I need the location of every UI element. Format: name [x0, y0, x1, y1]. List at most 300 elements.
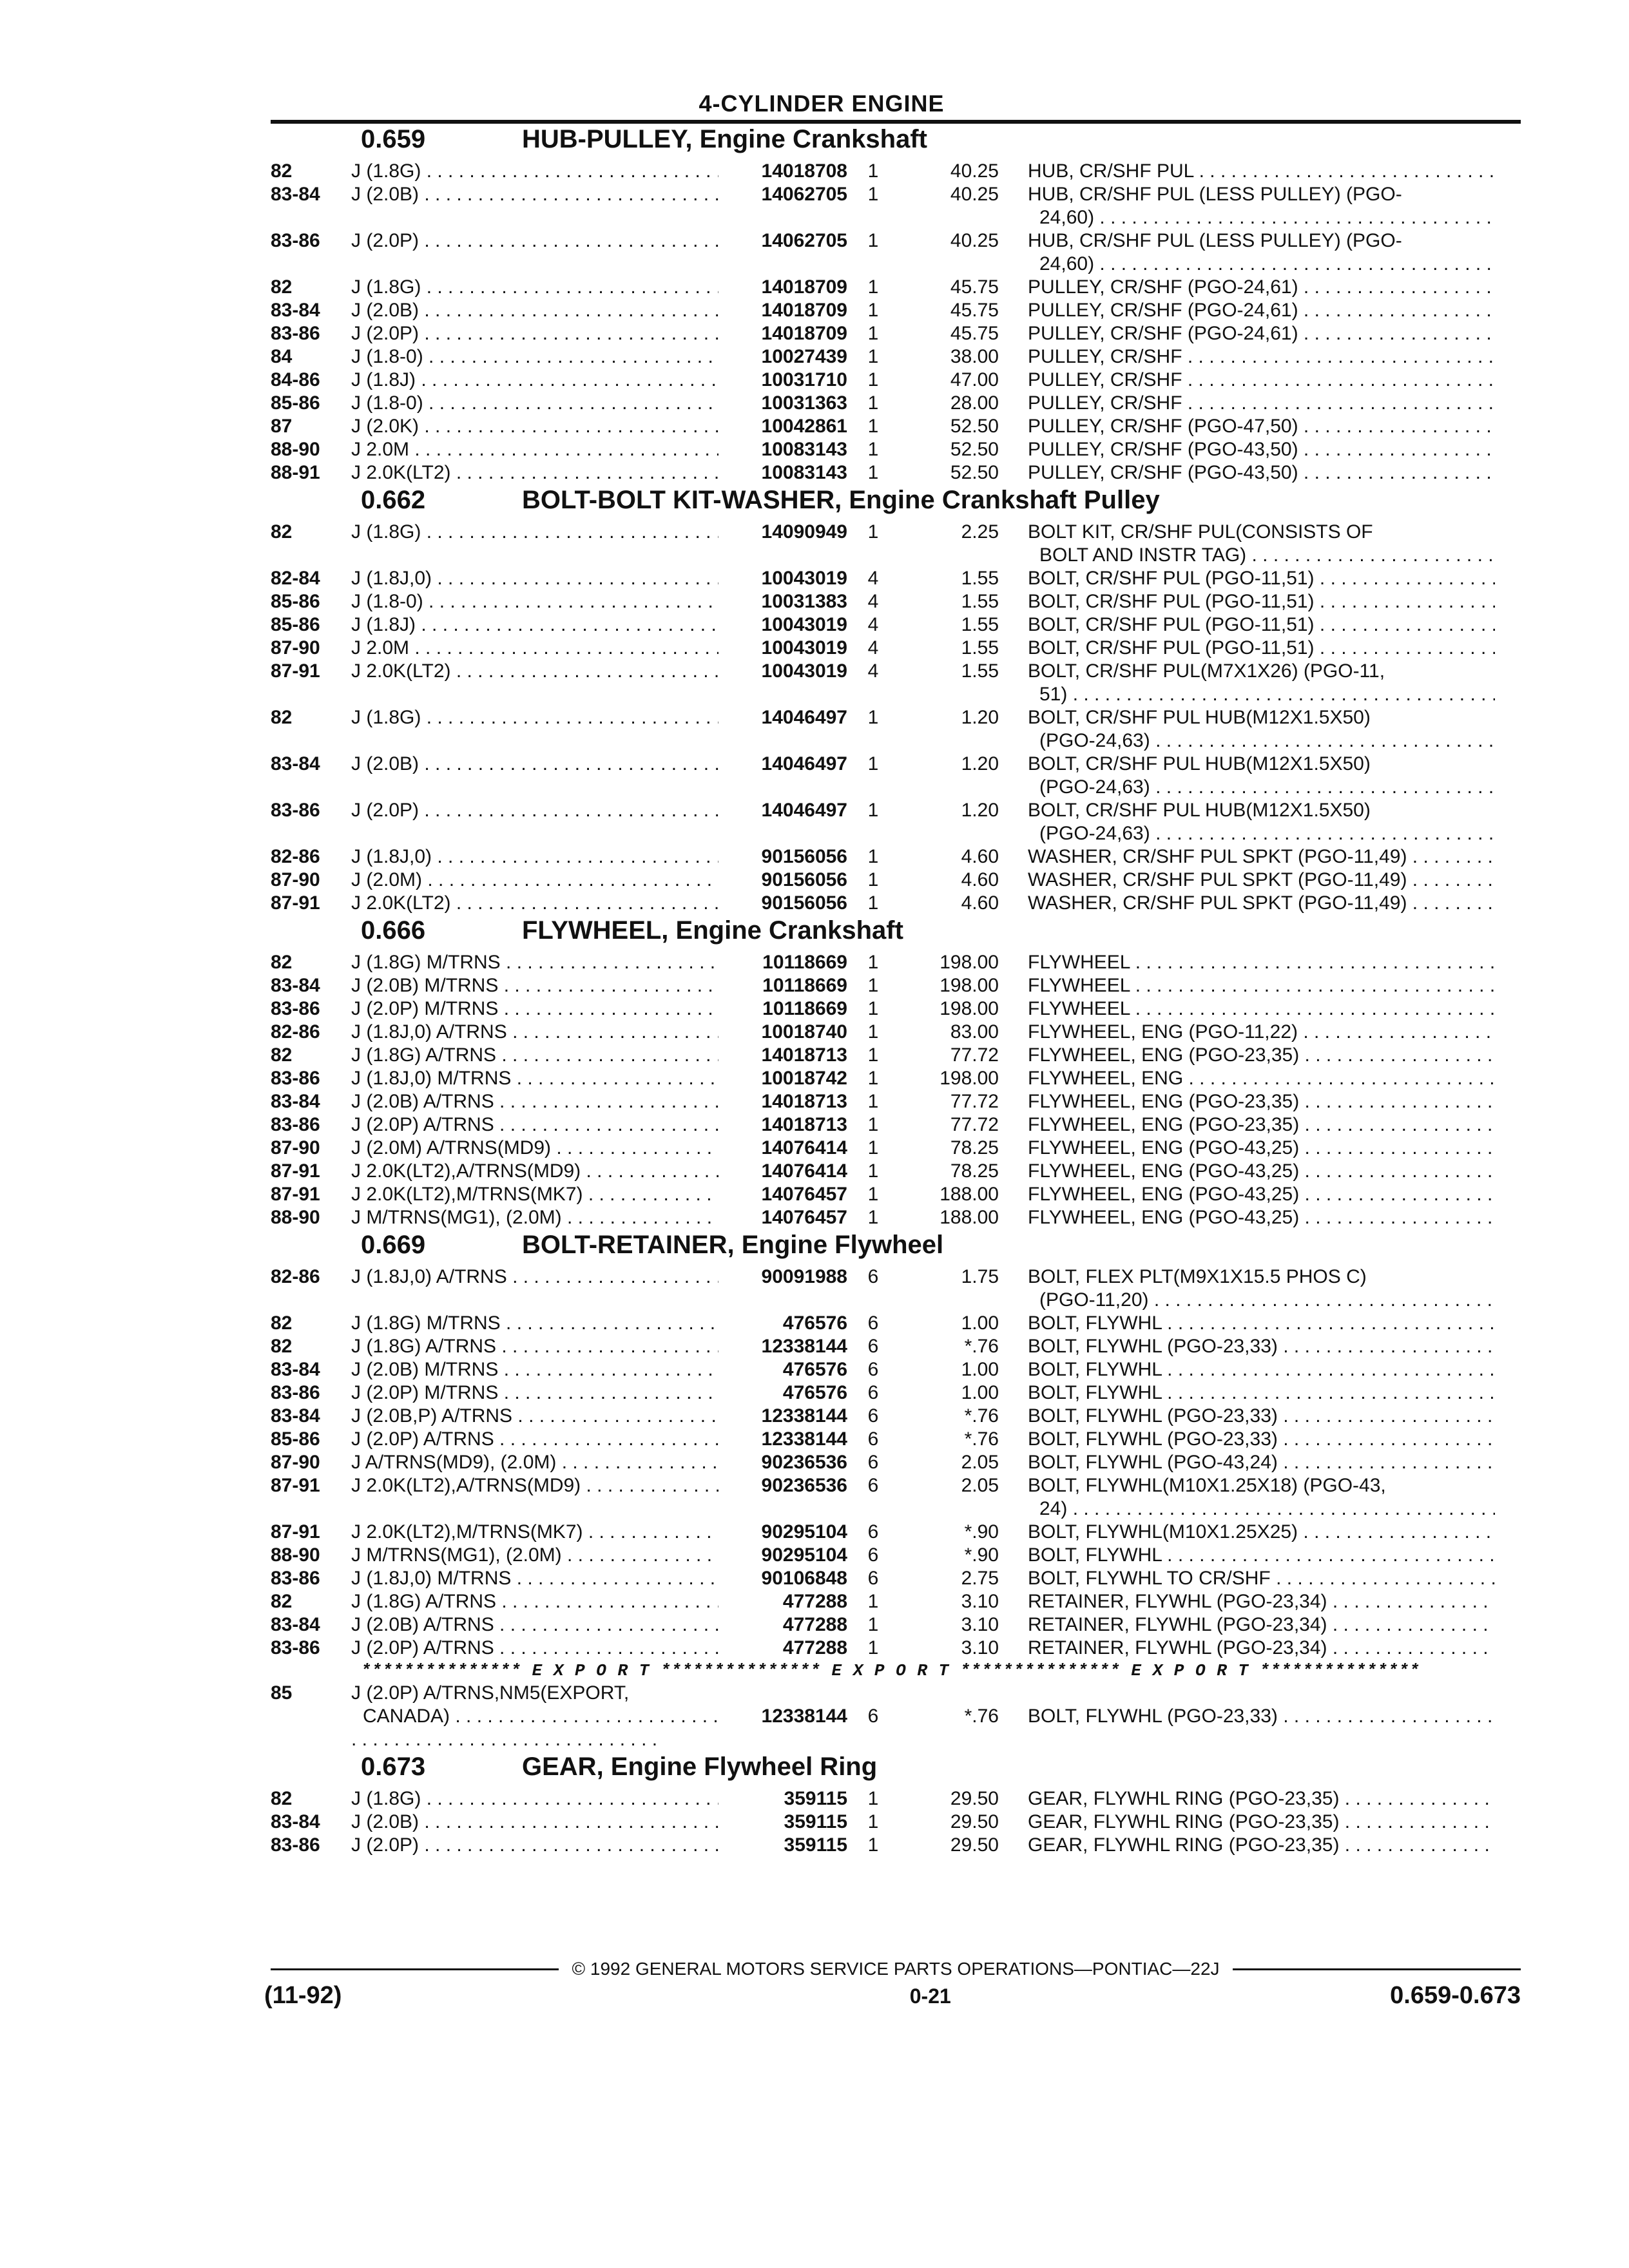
description-line: PULLEY, CR/SHF . . . — [1028, 345, 1495, 369]
quantity: 1 — [867, 230, 879, 251]
description — [999, 799, 1495, 845]
application — [351, 299, 718, 322]
application — [351, 1451, 718, 1474]
description-line: FLYWHEEL, ENG . . . — [1028, 1067, 1495, 1090]
application-text: J (2.0P) M/TRNS — [351, 998, 499, 1019]
description — [999, 1067, 1495, 1090]
price: 4.60 — [961, 869, 999, 890]
description-line: RETAINER, FLYWHL (PGO-23,34) . . . — [1028, 1590, 1495, 1613]
application-text: J 2.0M — [351, 637, 410, 658]
part-number: 14046497 — [761, 753, 847, 774]
price: 1.20 — [961, 753, 999, 774]
section-number: 0.662 — [361, 486, 426, 514]
description-line: FLYWHEEL, ENG (PGO-43,25) . . . — [1028, 1206, 1495, 1229]
footer-date: (11-92) — [264, 1982, 342, 2009]
part-number: 14046497 — [761, 800, 847, 821]
part-row — [271, 951, 1521, 974]
part-row — [271, 1787, 1521, 1811]
description-line: BOLT, FLYWHL . . . — [1028, 1544, 1495, 1567]
part-row — [271, 461, 1521, 485]
description — [999, 974, 1495, 997]
model-years: 88-90 — [271, 1544, 320, 1566]
description — [999, 160, 1495, 183]
description-line: RETAINER, FLYWHL (PGO-23,34) . . . — [1028, 1613, 1495, 1637]
model-years: 83-86 — [271, 1637, 320, 1658]
application-text: J 2.0K(LT2),M/TRNS(MK7) — [351, 1184, 583, 1205]
model-years: 85-86 — [271, 614, 320, 635]
application — [351, 276, 718, 299]
part-number: 14062705 — [761, 230, 847, 251]
part-row — [271, 1021, 1521, 1044]
description-line: PULLEY, CR/SHF (PGO-43,50) . . . — [1028, 461, 1495, 485]
part-number: 10043019 — [761, 637, 847, 658]
model-years: 85-86 — [271, 392, 320, 414]
price: 2.05 — [961, 1452, 999, 1473]
model-years: 87 — [271, 416, 293, 437]
price: 83.00 — [950, 1021, 999, 1043]
part-number: 10083143 — [761, 439, 847, 460]
price: 78.25 — [950, 1137, 999, 1158]
application-text: J (1.8J,0) A/TRNS — [351, 1021, 507, 1043]
description — [999, 660, 1495, 706]
quantity: 1 — [867, 1614, 879, 1635]
model-years: 87-91 — [271, 1521, 320, 1542]
description — [999, 1358, 1495, 1381]
part-row — [271, 1428, 1521, 1451]
description — [999, 1044, 1495, 1067]
application-text: J (2.0B) — [351, 184, 419, 205]
price: 4.60 — [961, 892, 999, 914]
application — [351, 706, 718, 729]
description-line: FLYWHEEL, ENG (PGO-23,35) . . . — [1028, 1113, 1495, 1137]
page-footer — [264, 1959, 1521, 2010]
part-row — [271, 276, 1521, 299]
application-text: J (1.8J,0) M/TRNS — [351, 1068, 512, 1089]
description-line: BOLT, CR/SHF PUL (PGO-11,51) . . . — [1028, 590, 1495, 613]
part-number: 14018713 — [761, 1114, 847, 1135]
part-number: 14018709 — [761, 323, 847, 344]
footer-rule-left — [271, 1968, 559, 1970]
description — [999, 521, 1495, 567]
description-line: BOLT, FLYWHL . . . — [1028, 1312, 1495, 1335]
price: 1.00 — [961, 1312, 999, 1334]
price: 1.00 — [961, 1359, 999, 1380]
section-name: GEAR, Engine Flywheel Ring — [522, 1753, 878, 1781]
quantity: 6 — [867, 1568, 879, 1589]
description — [999, 1787, 1495, 1811]
description-line: BOLT, FLYWHL . . . — [1028, 1358, 1495, 1381]
description-line: (PGO-11,20) . . . — [1028, 1289, 1495, 1312]
application-text: J (2.0B) — [351, 300, 419, 321]
price: *.76 — [964, 1428, 999, 1450]
description — [999, 229, 1495, 276]
catalog-section — [271, 125, 1521, 485]
application-text: J (1.8G) — [351, 276, 421, 298]
part-number: 14076414 — [761, 1137, 847, 1158]
quantity: 1 — [867, 1637, 879, 1658]
quantity: 1 — [867, 439, 879, 460]
description — [999, 1613, 1495, 1637]
quantity: 1 — [867, 1591, 879, 1612]
part-number: 476576 — [782, 1312, 847, 1334]
description-line: PULLEY, CR/SHF (PGO-43,50) . . . — [1028, 438, 1495, 461]
price: 29.50 — [950, 1788, 999, 1809]
part-number: 359115 — [784, 1811, 847, 1832]
application-text: J (1.8J) — [351, 369, 416, 390]
quantity: 1 — [867, 1184, 879, 1205]
price: 188.00 — [940, 1184, 999, 1205]
application-text: J (1.8G) M/TRNS — [351, 952, 501, 973]
price: 45.75 — [950, 300, 999, 321]
application — [351, 322, 718, 345]
part-number: 10031363 — [761, 392, 847, 414]
part-row — [271, 590, 1521, 613]
application-text: J (1.8G) A/TRNS — [351, 1044, 497, 1066]
application — [351, 1834, 718, 1857]
application-text: J (1.8G) — [351, 160, 421, 182]
description-line: PULLEY, CR/SHF . . . — [1028, 369, 1495, 392]
part-number: 90156056 — [761, 892, 847, 914]
description-line: FLYWHEEL, ENG (PGO-23,35) . . . — [1028, 1044, 1495, 1067]
model-years: 87-90 — [271, 637, 320, 658]
part-row — [271, 1474, 1521, 1521]
description-line: WASHER, CR/SHF PUL SPKT (PGO-11,49) . . . — [1028, 845, 1495, 869]
application-text: J (2.0B) A/TRNS — [351, 1614, 494, 1635]
part-number: 10043019 — [761, 614, 847, 635]
price: 45.75 — [950, 276, 999, 298]
price: 77.72 — [950, 1044, 999, 1066]
quantity: 4 — [867, 660, 879, 682]
description — [999, 845, 1495, 869]
description-line: PULLEY, CR/SHF (PGO-24,61) . . . — [1028, 276, 1495, 299]
page-title: 4-CYLINDER ENGINE — [699, 90, 945, 117]
part-row — [271, 892, 1521, 915]
price: 1.55 — [961, 660, 999, 682]
model-years: 82 — [271, 707, 293, 728]
application-text: J (1.8G) M/TRNS — [351, 1312, 501, 1334]
model-years: 83-84 — [271, 1614, 320, 1635]
description-line: BOLT, FLYWHL (PGO-23,33) . . . — [1028, 1428, 1495, 1451]
price: 29.50 — [950, 1811, 999, 1832]
description-line: BOLT, CR/SHF PUL (PGO-11,51) . . . — [1028, 613, 1495, 637]
price: 29.50 — [950, 1834, 999, 1856]
application — [351, 345, 718, 369]
part-number: 14018708 — [761, 160, 847, 182]
application — [351, 1090, 718, 1113]
description — [999, 951, 1495, 974]
model-years: 84 — [271, 346, 293, 367]
application — [351, 1335, 718, 1358]
quantity: 1 — [867, 892, 879, 914]
application — [351, 1206, 718, 1229]
application-text: J 2.0K(LT2) — [351, 660, 451, 682]
model-years: 82 — [271, 952, 293, 973]
application — [351, 1381, 718, 1405]
description-line: WASHER, CR/SHF PUL SPKT (PGO-11,49) . . . — [1028, 892, 1495, 915]
export-banner: *************** E X P O R T *************** E X P O R T *************** E X P O R T *************** — [361, 1661, 1420, 1680]
quantity: 6 — [867, 1706, 879, 1727]
part-number: 10043019 — [761, 660, 847, 682]
model-years: 82 — [271, 1312, 293, 1334]
model-years: 83-84 — [271, 1359, 320, 1380]
part-row — [271, 869, 1521, 892]
price: *.90 — [964, 1521, 999, 1542]
application — [351, 845, 718, 869]
price: 40.25 — [950, 230, 999, 251]
price: 1.55 — [961, 614, 999, 635]
price: 198.00 — [940, 952, 999, 973]
part-row — [271, 1183, 1521, 1206]
part-number: 14090949 — [761, 521, 847, 543]
price: 1.55 — [961, 591, 999, 612]
application — [351, 392, 718, 415]
application — [351, 1044, 718, 1067]
description-line: FLYWHEEL, ENG (PGO-23,35) . . . — [1028, 1090, 1495, 1113]
model-years: 88-90 — [271, 439, 320, 460]
application-text: J 2.0K(LT2) — [351, 462, 451, 483]
part-number: 90236536 — [761, 1452, 847, 1473]
description — [999, 1113, 1495, 1137]
section-title — [271, 1753, 1521, 1787]
description — [999, 1381, 1495, 1405]
model-years: 83-84 — [271, 184, 320, 205]
application-text: J M/TRNS(MG1), (2.0M) — [351, 1207, 562, 1228]
part-row — [271, 1160, 1521, 1183]
part-row — [271, 345, 1521, 369]
part-row — [271, 974, 1521, 997]
part-row — [271, 997, 1521, 1021]
quantity: 1 — [867, 952, 879, 973]
price: 40.25 — [950, 184, 999, 205]
quantity: 1 — [867, 416, 879, 437]
model-years: 88-90 — [271, 1207, 320, 1228]
quantity: 1 — [867, 1207, 879, 1228]
description-line: HUB, CR/SHF PUL (LESS PULLEY) (PGO- — [1028, 230, 1402, 251]
sections-container — [271, 125, 1521, 1857]
price: 198.00 — [940, 975, 999, 996]
part-row — [271, 1451, 1521, 1474]
description-line: 51) . . . — [1028, 683, 1495, 706]
description — [999, 1521, 1495, 1544]
parts-catalog-page — [271, 90, 1521, 1857]
model-years: 83-86 — [271, 1114, 320, 1135]
part-number: 90295104 — [761, 1544, 847, 1566]
application-text: J (1.8G) — [351, 521, 421, 543]
application — [351, 1474, 718, 1497]
quantity: 1 — [867, 998, 879, 1019]
price: 45.75 — [950, 323, 999, 344]
application-text: J (2.0B) M/TRNS — [351, 1359, 499, 1380]
description — [999, 997, 1495, 1021]
quantity: 1 — [867, 1811, 879, 1832]
price: *.76 — [964, 1706, 999, 1727]
model-years: 84-86 — [271, 369, 320, 390]
application — [351, 1567, 718, 1590]
description-line: WASHER, CR/SHF PUL SPKT (PGO-11,49) . . . — [1028, 869, 1495, 892]
description-line: BOLT, FLYWHL (PGO-23,33) . . . — [1028, 1335, 1495, 1358]
part-number: 14018709 — [761, 276, 847, 298]
application — [351, 438, 718, 461]
application — [351, 753, 718, 776]
quantity: 6 — [867, 1428, 879, 1450]
quantity: 1 — [867, 1044, 879, 1066]
description-line: FLYWHEEL . . . — [1028, 974, 1495, 997]
description — [999, 1474, 1495, 1521]
quantity: 1 — [867, 753, 879, 774]
quantity: 1 — [867, 975, 879, 996]
footer-copyright-line — [271, 1959, 1521, 1979]
price: 77.72 — [950, 1114, 999, 1135]
part-number: 10042861 — [761, 416, 847, 437]
description — [999, 1021, 1495, 1044]
part-number: 90295104 — [761, 1521, 847, 1542]
description-line: FLYWHEEL . . . — [1028, 951, 1495, 974]
application-text: J (2.0B,P) A/TRNS — [351, 1405, 513, 1427]
description — [999, 1405, 1495, 1428]
price: 198.00 — [940, 998, 999, 1019]
description-line: FLYWHEEL, ENG (PGO-43,25) . . . — [1028, 1137, 1495, 1160]
description-line: FLYWHEEL . . . — [1028, 997, 1495, 1021]
description — [999, 567, 1495, 590]
model-years: 82 — [271, 160, 293, 182]
application-text: J (2.0P) A/TRNS — [351, 1114, 494, 1135]
application — [351, 183, 718, 206]
quantity: 1 — [867, 707, 879, 728]
description-line: BOLT, CR/SHF PUL (PGO-11,51) . . . — [1028, 567, 1495, 590]
description-line: FLYWHEEL, ENG (PGO-11,22) . . . — [1028, 1021, 1495, 1044]
description-line: BOLT AND INSTR TAG) . . . — [1028, 544, 1495, 567]
section-name: BOLT-RETAINER, Engine Flywheel — [522, 1231, 944, 1259]
footer-copyright: © 1992 GENERAL MOTORS SERVICE PARTS OPERATIONS—PONTIAC—22J — [572, 1959, 1220, 1979]
footer-section-range: 0.659-0.673 — [1390, 1982, 1521, 2009]
footer-rule-right — [1233, 1968, 1521, 1970]
quantity: 1 — [867, 300, 879, 321]
part-number: 10083143 — [761, 462, 847, 483]
description — [999, 1206, 1495, 1229]
application-text: J M/TRNS(MG1), (2.0M) — [351, 1544, 562, 1566]
application — [351, 567, 718, 590]
description-line: BOLT, FLYWHL TO CR/SHF . . . — [1028, 1567, 1495, 1590]
application — [351, 1637, 718, 1660]
price: 78.25 — [950, 1160, 999, 1182]
section-number: 0.666 — [361, 916, 426, 945]
description — [999, 1183, 1495, 1206]
description-line: PULLEY, CR/SHF (PGO-24,61) . . . — [1028, 322, 1495, 345]
quantity: 1 — [867, 1068, 879, 1089]
application — [351, 951, 718, 974]
model-years: 83-84 — [271, 1811, 320, 1832]
application-text: J (1.8G) A/TRNS — [351, 1591, 497, 1612]
description-line: BOLT, CR/SHF PUL (PGO-11,51) . . . — [1028, 637, 1495, 660]
model-years: 87-90 — [271, 1137, 320, 1158]
description-line: BOLT, CR/SHF PUL HUB(M12X1.5X50) — [1028, 753, 1371, 774]
quantity: 6 — [867, 1312, 879, 1334]
price: 3.10 — [961, 1614, 999, 1635]
part-number: 12338144 — [761, 1706, 847, 1727]
part-row — [271, 567, 1521, 590]
quantity: 1 — [867, 346, 879, 367]
catalog-section — [271, 1231, 1521, 1751]
description-line: HUB, CR/SHF PUL (LESS PULLEY) (PGO- — [1028, 184, 1402, 205]
part-row — [271, 1381, 1521, 1405]
description-line: 24) . . . — [1028, 1497, 1495, 1521]
application-text: J (1.8J,0) — [351, 568, 432, 589]
price: 52.50 — [950, 416, 999, 437]
description — [999, 1705, 1495, 1728]
description — [999, 461, 1495, 485]
model-years: 85-86 — [271, 591, 320, 612]
price: 188.00 — [940, 1207, 999, 1228]
application — [351, 660, 718, 683]
description-line: PULLEY, CR/SHF (PGO-47,50) . . . — [1028, 415, 1495, 438]
price: 3.10 — [961, 1591, 999, 1612]
quantity: 6 — [867, 1336, 879, 1357]
section-title — [271, 1231, 1521, 1265]
application-text: J 2.0K(LT2),A/TRNS(MD9) — [351, 1475, 581, 1496]
header-rule — [271, 120, 1521, 124]
quantity: 1 — [867, 846, 879, 867]
description — [999, 183, 1495, 229]
model-years: 83-86 — [271, 998, 320, 1019]
part-row — [271, 1044, 1521, 1067]
section-number: 0.673 — [361, 1753, 426, 1781]
price: 1.75 — [961, 1266, 999, 1287]
model-years: 82-84 — [271, 568, 320, 589]
application-text: J (1.8J,0) A/TRNS — [351, 1266, 507, 1287]
quantity: 6 — [867, 1544, 879, 1566]
model-years: 83-86 — [271, 1568, 320, 1589]
description — [999, 438, 1495, 461]
application — [351, 229, 718, 253]
description-line: (PGO-24,63) . . . — [1028, 729, 1495, 753]
description-line: PULLEY, CR/SHF (PGO-24,61) . . . — [1028, 299, 1495, 322]
section-number: 0.659 — [361, 125, 426, 153]
quantity: 1 — [867, 323, 879, 344]
description-line: GEAR, FLYWHL RING (PGO-23,35) . . . — [1028, 1834, 1495, 1857]
quantity: 1 — [867, 1021, 879, 1043]
model-years: 87-91 — [271, 1184, 320, 1205]
price: 52.50 — [950, 462, 999, 483]
application-text: J (1.8G) — [351, 707, 421, 728]
description — [999, 1137, 1495, 1160]
description-line: BOLT, FLYWHL(M10X1.25X25) . . . — [1028, 1521, 1495, 1544]
quantity: 1 — [867, 160, 879, 182]
application-text: J (1.8J,0) M/TRNS — [351, 1568, 512, 1589]
application-text: J (2.0M) — [351, 869, 423, 890]
model-years: 87-90 — [271, 869, 320, 890]
part-number: 359115 — [784, 1834, 847, 1856]
quantity: 1 — [867, 392, 879, 414]
application — [351, 1590, 718, 1613]
model-years: 88-91 — [271, 462, 320, 483]
description — [999, 590, 1495, 613]
application — [351, 869, 718, 892]
part-row — [271, 1682, 1521, 1751]
model-years: 83-84 — [271, 975, 320, 996]
application-text: J (2.0B) M/TRNS — [351, 975, 499, 996]
part-number: 477288 — [782, 1591, 847, 1612]
description-line: PULLEY, CR/SHF . . . — [1028, 392, 1495, 415]
price: 1.55 — [961, 637, 999, 658]
application — [351, 1811, 718, 1834]
section-number: 0.669 — [361, 1231, 426, 1259]
quantity: 1 — [867, 1114, 879, 1135]
description — [999, 1265, 1495, 1312]
part-row — [271, 753, 1521, 799]
part-number: 14018713 — [761, 1091, 847, 1112]
application — [351, 1183, 718, 1206]
quantity: 1 — [867, 800, 879, 821]
